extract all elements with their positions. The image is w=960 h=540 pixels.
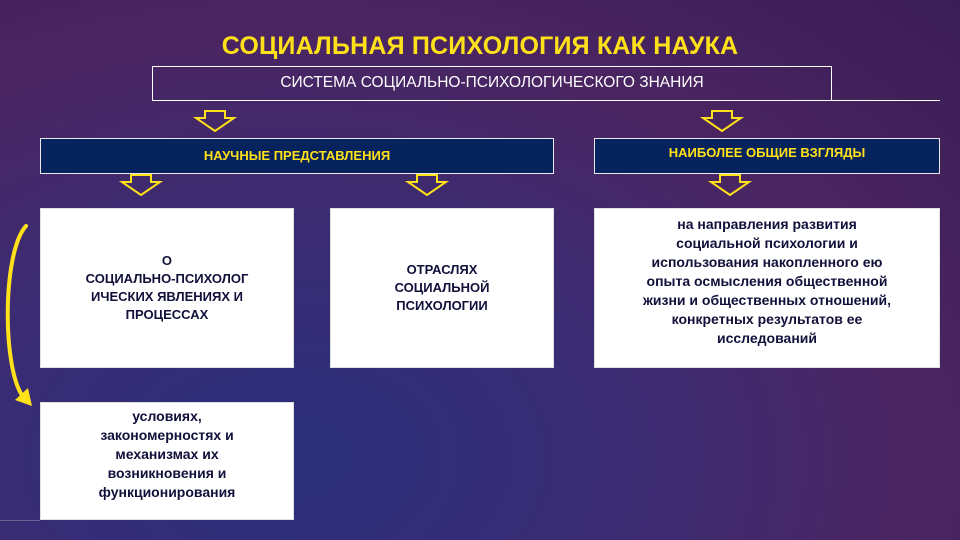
down-arrow-icon xyxy=(405,174,449,196)
header-general-views: НАИБОЛЕЕ ОБЩИЕ ВЗГЛЯДЫ xyxy=(594,138,940,174)
decorative-line xyxy=(0,520,40,521)
slide-subtitle: СИСТЕМА СОЦИАЛЬНО-ПСИХОЛОГИЧЕСКОГО ЗНАНИЯ xyxy=(152,66,832,101)
box-branches: ОТРАСЛЯХ СОЦИАЛЬНОЙ ПСИХОЛОГИИ xyxy=(330,208,554,368)
slide-title: СОЦИАЛЬНАЯ ПСИХОЛОГИЯ КАК НАУКА xyxy=(221,32,739,60)
box-general-views: на направления развития социальной психологии и использования накопленного ею опыта осмысления общественной жизни и общественных отношений, конкретных результатов ее исследований xyxy=(594,208,940,368)
down-arrow-icon xyxy=(700,110,744,132)
box-conditions: условиях, закономерностях и механизмах их возникновения и функционирования xyxy=(40,402,294,520)
box-phenomena: О СОЦИАЛЬНО-ПСИХОЛОГ ИЧЕСКИХ ЯВЛЕНИЯХ И ПРОЦЕССАХ xyxy=(40,208,294,368)
down-arrow-icon xyxy=(708,174,752,196)
subtitle-underline xyxy=(152,100,940,101)
down-arrow-icon xyxy=(119,174,163,196)
header-scientific-ideas: НАУЧНЫЕ ПРЕДСТАВЛЕНИЯ xyxy=(40,138,554,174)
curved-arrow-icon xyxy=(0,222,40,412)
down-arrow-icon xyxy=(193,110,237,132)
